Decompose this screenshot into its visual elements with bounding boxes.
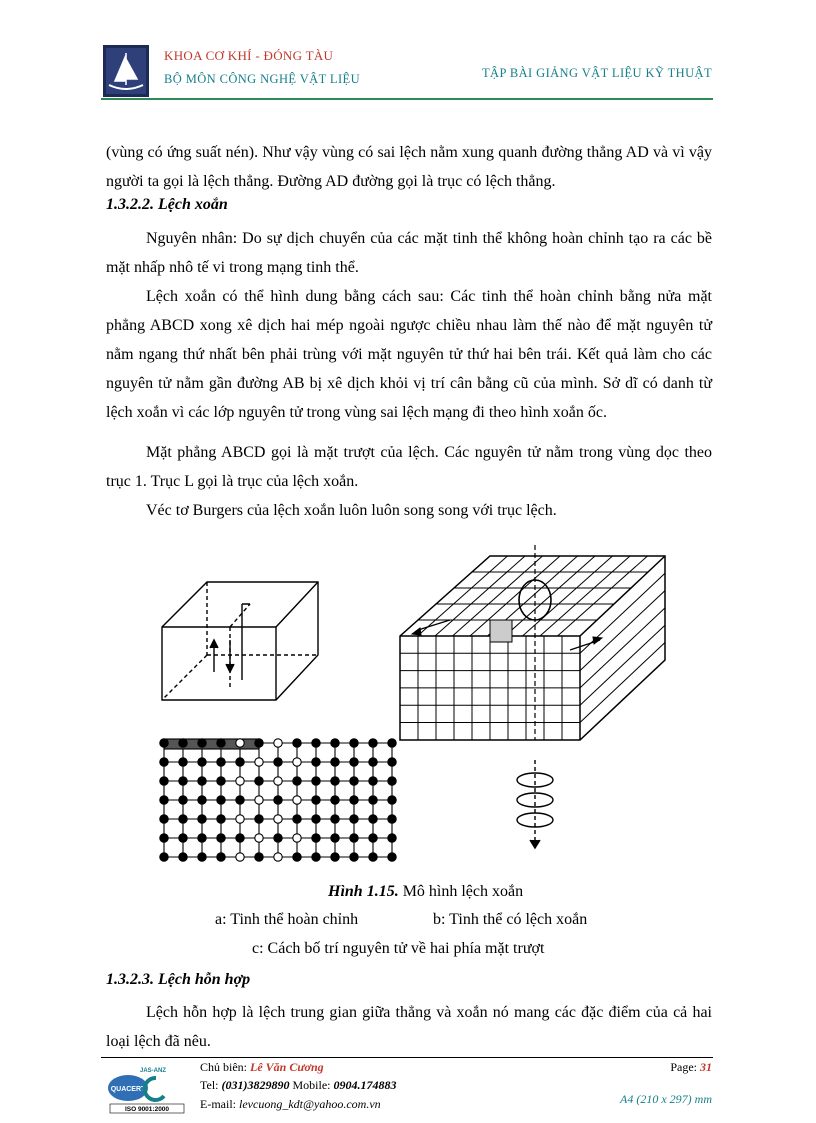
footer-editor-name: Lê Văn Cương — [250, 1060, 324, 1074]
footer-paper-size: A4 (210 x 297) mm — [620, 1092, 712, 1106]
paragraph-screw-description: Lệch xoắn có thể hình dung bằng cách sau: Các tinh thể hoàn chỉnh bằng nửa mặt phẳng ABCD xong xê dịch hai mép ngoài ngược chiều nhau làm thế nào để mặt nguyên tử nằm ngang thứ nhất bên phải trùng với mặt nguyên tử thứ hai bên trái. Kết quả làm cho các nguyên tử nằm gần đường AB bị xê dịch khỏi vị trí cân bằng cũ của mình. Sở dĩ có danh từ lệch xoắn vì các lớp nguyên tử trong vùng sai lệch mạng đi theo hình xoắn ốc. — [106, 288, 712, 421]
quacert-iso-logo — [104, 1064, 190, 1114]
university-ship-logo — [103, 45, 149, 97]
cert-logo-bottom: ISO 9001:2000 — [124, 1106, 170, 1113]
cert-logo-top: JAS-ANZ — [140, 1068, 167, 1074]
perfect-crystal-diagram — [162, 582, 318, 700]
paragraph-burgers-vector: Véc tơ Burgers của lệch xoắn luôn luôn song song với trục lệch. — [146, 502, 557, 519]
figure-caption — [328, 883, 523, 901]
spiral-helix-diagram — [517, 760, 553, 848]
header-department: BỘ MÔN CÔNG NGHỆ VẬT LIỆU — [164, 72, 360, 86]
paragraph-slip-plane: Mặt phẳng ABCD gọi là mặt trượt của lệch. Các nguyên tử nằm trong vùng dọc theo trục 1. Trục L gọi là trục của lệch xoắn. — [106, 444, 712, 490]
screw-dislocation-crystal-diagram — [400, 545, 665, 740]
paragraph-edge-dislocation-end: (vùng có ứng suất nén). Như vậy vùng có sai lệch nằm xung quanh đường thẳng AD và vì vậy người ta gọi là lệch thẳng. Đường AD đường gọi là trục có lệch thẳng. — [106, 144, 712, 190]
heading-mixed-dislocation: 1.3.2.3. Lệch hỗn hợp — [106, 971, 251, 988]
screw-dislocation-figure — [150, 540, 680, 880]
footer-divider — [101, 1057, 713, 1058]
footer-email: E-mail: levcuong_kdt@yahoo.com.vn — [200, 1097, 381, 1111]
cert-logo-brand: QUACERT — [110, 1086, 146, 1093]
header-divider — [101, 98, 713, 100]
footer-page-number: Page: 31 — [670, 1060, 712, 1074]
figure-subcaption-a: a: Tinh thể hoàn chỉnh — [215, 911, 359, 928]
atom-arrangement-diagram — [160, 739, 396, 861]
figure-subcaption-c: c: Cách bố trí nguyên tử về hai phía mặt trượt — [252, 940, 545, 957]
figure-subcaption-b: b: Tinh thể có lệch xoắn — [433, 911, 588, 928]
footer-editor: Chủ biên: Lê Văn Cương — [200, 1060, 324, 1074]
header-document-title: TẬP BÀI GIẢNG VẬT LIỆU KỸ THUẬT — [482, 66, 712, 80]
heading-screw-dislocation: 1.3.2.2. Lệch xoắn — [106, 196, 228, 213]
header-faculty: KHOA CƠ KHÍ - ĐÓNG TÀU — [164, 48, 334, 63]
paragraph-cause: Nguyên nhân: Do sự dịch chuyển của các mặt tinh thể không hoàn chỉnh tạo ra các bề mặt nhấp nhô tế vi trong mạng tinh thể. — [106, 230, 712, 276]
footer-phones: Tel: (031)3829890 Mobile: 0904.174883 — [200, 1078, 397, 1092]
figure-caption-text: Mô hình lệch xoắn — [402, 883, 524, 900]
footer-email-address: levcuong_kdt@yahoo.com.vn — [239, 1097, 381, 1111]
paragraph-mixed-dislocation: Lệch hỗn hợp là lệch trung gian giữa thẳng và xoắn nó mang các đặc điểm của cả hai loại lệch đã nêu. — [106, 1004, 712, 1050]
figure-caption-label: Hình 1.15. — [328, 883, 399, 900]
